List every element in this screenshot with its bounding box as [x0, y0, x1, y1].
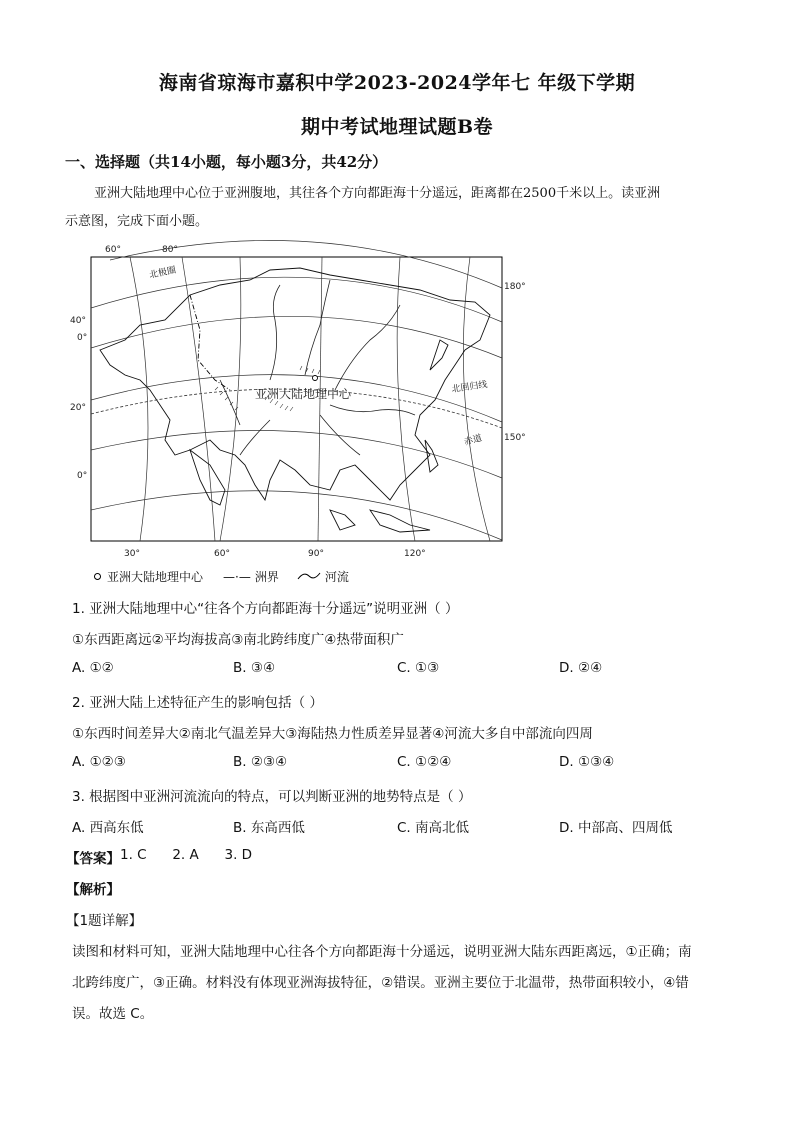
lat-label-40: 40° [70, 316, 86, 326]
lat-label-0-top: 0° [77, 333, 88, 343]
question-3-option-c: C. 南高北低 [397, 820, 470, 836]
question-2-option-b: B. ②③④ [233, 754, 288, 770]
legend-boundary-label: 洲界 [254, 570, 279, 584]
lat-label-20: 20° [70, 403, 86, 413]
asia-map-svg [70, 240, 530, 566]
question-2-option-a: A. ①②③ [72, 754, 126, 770]
lon-label-60-bottom: 60° [214, 549, 230, 559]
lon-label-120: 120° [404, 549, 426, 559]
question-1-option-c: C. ①③ [397, 660, 440, 676]
map-legend [94, 568, 349, 585]
tropic-label: 北回归线 [451, 380, 489, 395]
question-1-statements: ①东西距离远②平均海拔高③南北跨纬度广④热带面积广 [72, 632, 404, 648]
answer-label: 【答案】 [66, 851, 120, 867]
analysis-line-1: 读图和材料可知，亚洲大陆地理中心往各个方向都距海十分遥远，说明亚洲大陆东西距离远，①正确；南 [72, 944, 692, 960]
lon-label-180: 180° [504, 282, 526, 292]
equator-label: 赤道 [463, 433, 484, 448]
legend-center-icon [94, 573, 101, 580]
arctic-circle-label: 北极圈 [148, 265, 178, 281]
question-1-option-b: B. ③④ [233, 660, 276, 676]
continent-boundary [190, 295, 230, 390]
section-heading: 一、选择题（共14小题，每小题3分，共42分） [65, 153, 388, 171]
legend-river-label: 河流 [324, 570, 349, 584]
document-title-line2: 期中考试地理试题B卷 [300, 116, 494, 138]
answer-values: 1. C 2. A 3. D [120, 847, 253, 863]
intro-line-1: 亚洲大陆地理中心位于亚洲腹地，其往各个方向都距海十分遥远，距离都在2500千米以上。读亚洲 [94, 186, 661, 201]
question-1-stem: 1. 亚洲大陆地理中心“往各个方向都距海十分遥远”说明亚洲（ ） [72, 601, 459, 617]
document-title-line1: 海南省琼海市嘉积中学2023-2024学年七 年级下学期 [158, 72, 636, 94]
question-3-option-d: D. 中部高、四周低 [559, 820, 673, 836]
question-3-option-a: A. 西高东低 [72, 820, 144, 836]
lon-label-30: 30° [124, 549, 140, 559]
question-3-option-b: B. 东高西低 [233, 820, 305, 836]
lon-label-150: 150° [504, 433, 526, 443]
question-3-stem: 3. 根据图中亚洲河流流向的特点，可以判断亚洲的地势特点是（ ） [72, 789, 472, 805]
center-label: 亚洲大陆地理中心 [255, 387, 352, 401]
asia-map [70, 240, 530, 566]
legend-river-icon [297, 570, 321, 584]
legend-center-label: 亚洲大陆地理中心 [107, 570, 204, 584]
question-1-option-a: A. ①② [72, 660, 114, 676]
intro-line-2: 示意图，完成下面小题。 [65, 214, 209, 229]
question-2-option-c: C. ①②④ [397, 754, 452, 770]
lat-label-0: 0° [77, 471, 88, 481]
analysis-line-2: 北跨纬度广，③正确。材料没有体现亚洲海拔特征，②错误。亚洲主要位于北温带，热带面积较小，④错 [72, 975, 689, 991]
question-2-option-d: D. ①③④ [559, 754, 615, 770]
legend-boundary-icon: —·— [223, 569, 251, 584]
lon-label-60: 60° [105, 245, 121, 255]
answer-block [66, 847, 252, 867]
map-rivers [220, 280, 415, 455]
geographic-center-point [313, 376, 318, 381]
analysis-sub-label: 【1题详解】 [66, 913, 143, 929]
question-2-stem: 2. 亚洲大陆上述特征产生的影响包括（ ） [72, 695, 323, 711]
lon-label-90: 90° [308, 549, 324, 559]
lon-label-80: 80° [162, 245, 178, 255]
question-1-option-d: D. ②④ [559, 660, 603, 676]
question-2-statements: ①东西时间差异大②南北气温差异大③海陆热力性质差异显著④河流大多自中部流向四周 [72, 726, 593, 742]
analysis-line-3: 误。故选 C。 [72, 1006, 154, 1022]
analysis-label: 【解析】 [66, 882, 120, 898]
